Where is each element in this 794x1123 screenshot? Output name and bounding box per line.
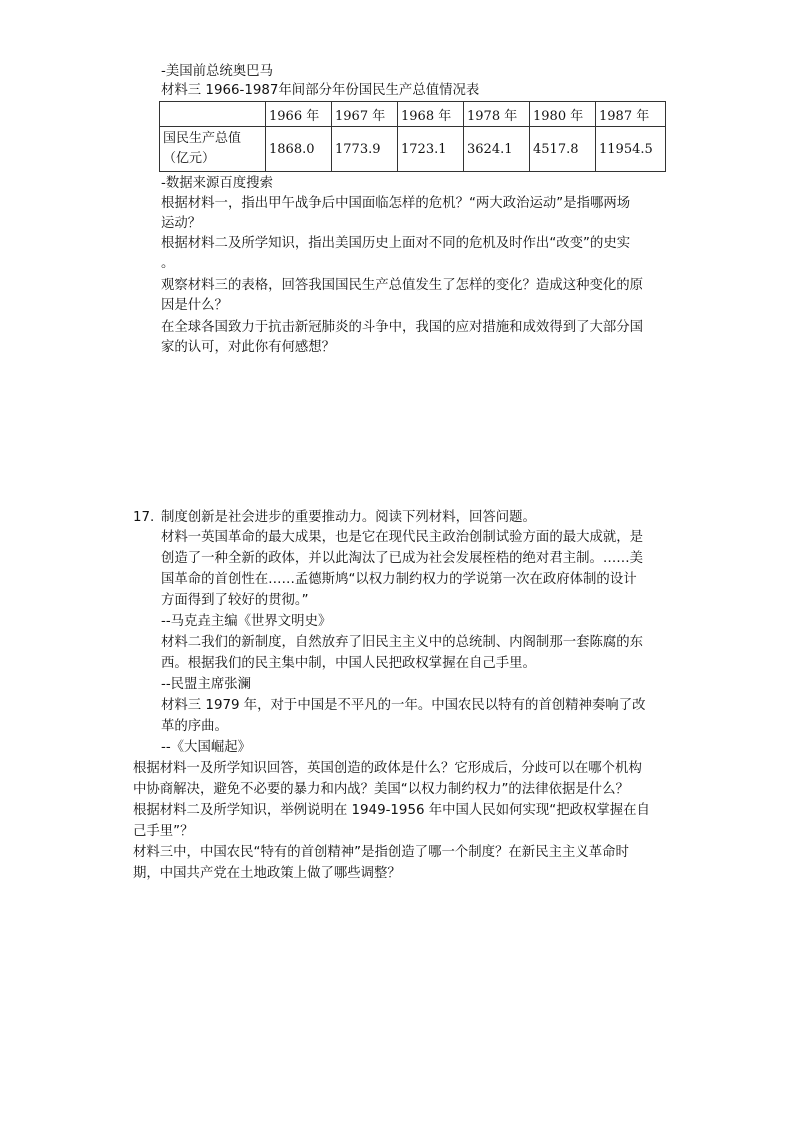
q17-q3-line2: 期，中国共产党在土地政策上做了哪些调整？ [133, 866, 401, 881]
q17-q3-line1: 材料三中，中国农民“特有的首创精神”是指创造了哪一个制度？在新民主主义革命时 [133, 845, 629, 860]
q17-m1-line4: 方面得到了较好的贯彻。” [161, 593, 309, 608]
table-row-label [160, 127, 266, 172]
q17-m3-line1: 材料三 1979 年，对于中国是不平凡的一年。中国农民以特有的首创精神奏响了改 [161, 698, 646, 713]
q17-q2-line1: 根据材料二及所学知识，举例说明在 1949-1956 年中国人民如何实现“把政权掌握在自 [133, 803, 650, 818]
material3-title: 材料三 1966-1987年间部分年份国民生产总值情况表 [161, 83, 480, 98]
s16-q1-line1: 根据材料一，指出甲午战争后中国面临怎样的危机？“两大政治运动”是指哪两场 [161, 196, 631, 211]
table-header-row [160, 102, 666, 127]
q17-m2-source: --民盟主席张澜 [161, 677, 252, 692]
table-corner-cell [160, 102, 266, 127]
table-cell: 3624.1 [464, 127, 530, 172]
table-cell: 1723.1 [398, 127, 464, 172]
table-header-cell: 1967 年 [332, 102, 398, 127]
q17-m2-line2: 西。根据我们的民主集中制，中国人民把政权掌握在自己手里。 [161, 656, 536, 671]
s16-q3-line1: 观察材料三的表格，回答我国国民生产总值发生了怎样的变化？造成这种变化的原 [161, 278, 644, 293]
data-source: -数据来源百度搜索 [161, 176, 273, 191]
s16-q1-line2: 运动？ [161, 216, 202, 231]
table-header-cell: 1987 年 [596, 102, 666, 127]
s16-q3-line2: 因是什么？ [161, 298, 228, 313]
q17-q1-line1: 根据材料一及所学知识回答，英国创造的政体是什么？它形成后，分歧可以在哪个机构 [133, 761, 642, 776]
table-cell: 4517.8 [530, 127, 596, 172]
table-cell: 11954.5 [596, 127, 666, 172]
q17-q1-line2: 中协商解决，避免不必要的暴力和内战？美国“以权力制约权力”的法律依据是什么？ [133, 782, 629, 797]
table-header-cell: 1966 年 [266, 102, 332, 127]
row-label-line-1: 国民生产总值 [163, 131, 242, 146]
s16-q2-line2: 。 [161, 256, 175, 271]
table-header-cell: 1980 年 [530, 102, 596, 127]
q17-m2-line1: 材料二我们的新制度，自然放弃了旧民主主义中的总统制、内阁制那一套陈腐的东 [161, 635, 644, 650]
source-obama: -美国前总统奥巴马 [161, 64, 273, 79]
table-row [160, 127, 666, 172]
table-header-cell: 1978 年 [464, 102, 530, 127]
q17-intro: 制度创新是社会进步的重要推动力。阅读下列材料，回答问题。 [161, 510, 536, 525]
q17-m1-line3: 国革命的首创性在……孟德斯鸠“以权力制约权力的学说第一次在政府体制的设计 [161, 572, 637, 587]
q17-m1-line1: 材料一英国革命的最大成果，也是它在现代民主政治创制试验方面的最大成就，是 [161, 530, 644, 545]
q17-m3-source: --《大国崛起》 [161, 740, 252, 755]
table-cell: 1773.9 [332, 127, 398, 172]
q17-m1-line2: 创造了一种全新的政体，并以此淘汰了已成为社会发展桎梏的绝对君主制。……美 [161, 551, 644, 566]
q17-q2-line2: 己手里”？ [133, 824, 194, 839]
q17-m1-source: --马克垚主编《世界文明史》 [161, 614, 332, 629]
q17-m3-line2: 革的序曲。 [161, 719, 228, 734]
table-cell: 1868.0 [266, 127, 332, 172]
s16-q4-line2: 家的认可，对此你有何感想？ [161, 340, 336, 355]
question-number: 17. [133, 510, 155, 525]
gnp-table [159, 101, 666, 172]
table-header-cell: 1968 年 [398, 102, 464, 127]
row-label-line-2: （亿元） [163, 151, 216, 166]
s16-q4-line1: 在全球各国致力于抗击新冠肺炎的斗争中，我国的应对措施和成效得到了大部分国 [161, 320, 644, 335]
s16-q2-line1: 根据材料二及所学知识，指出美国历史上面对不同的危机及时作出“改变”的史实 [161, 236, 631, 251]
